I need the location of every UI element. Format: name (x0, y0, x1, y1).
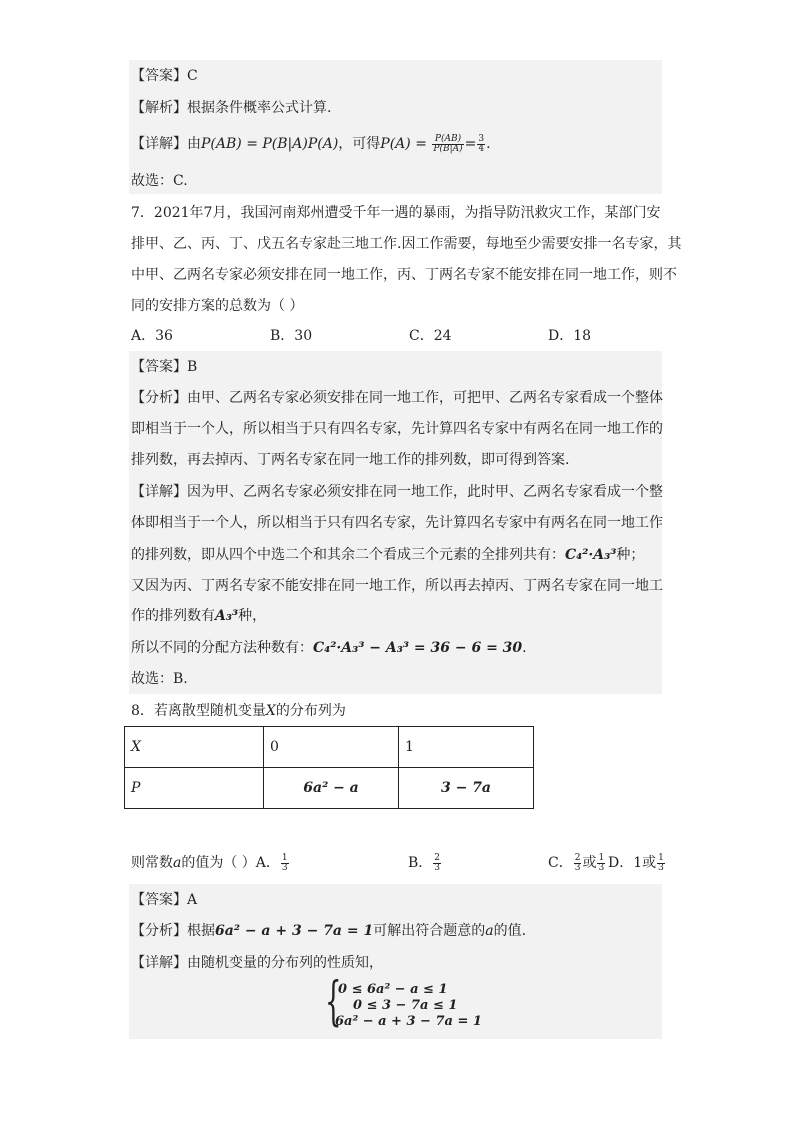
frac-den: 3 (434, 862, 441, 873)
option-label: C． (548, 855, 573, 871)
q7-stem-line-3: 中甲、乙两名专家必须安排在同一地工作，丙、丁两名专家不能安排在同一地工作，则不 (131, 267, 677, 283)
q8-stem-var: X (265, 703, 276, 719)
table-cell: P (125, 768, 264, 809)
table-cell: 0 (264, 727, 399, 768)
q8-option-d-fraction (657, 854, 665, 873)
q8-analysis-prefix: 根据 (187, 923, 215, 939)
q7-option-d: D．18 (548, 328, 592, 344)
q7-detail-line-3-end: 种； (616, 547, 645, 563)
q6-frac-end: . (486, 136, 491, 152)
q8-analysis-var: a (485, 923, 494, 939)
q7-analysis-line-1: 【分析】由甲、乙两名专家必须安排在同一地工作，可把甲、乙两名专家看成一个整体 (131, 390, 663, 406)
equation-row: 0 ≤ 3 − 7a ≤ 1 (353, 998, 458, 1013)
q6-detail-label: 【详解】 (131, 136, 187, 152)
q8-ask (131, 853, 290, 873)
q7-option-c: C．24 (409, 328, 452, 344)
q8-option-a-fraction (281, 854, 289, 873)
q6-fraction-2 (477, 135, 485, 154)
table-row (125, 768, 534, 809)
q6-detail-formula: P(AB) = P(B|A)P(A) (201, 136, 339, 152)
q7-stem-line-4: 同的安排方案的总数为（ ） (131, 298, 304, 314)
q8-analysis-label: 【分析】 (131, 923, 187, 939)
q8-option-c (548, 853, 606, 873)
q6-fraction-1 (432, 135, 463, 154)
q7-detail-line-6-text: 所以不同的分配方法种数有： (131, 640, 313, 656)
frac-num: 1 (658, 852, 664, 863)
q7-detail-line-5-end: 种， (238, 608, 267, 624)
q8-analysis-end: 的值. (493, 923, 527, 939)
q7-detail-line-3-formula: C₄²·A₃³ (565, 547, 617, 563)
frac-num: 2 (434, 852, 441, 863)
table-cell: 1 (399, 727, 534, 768)
left-brace-icon: { (325, 972, 342, 1032)
frac-num: 2 (574, 852, 581, 863)
q8-option-b-fraction (433, 854, 441, 873)
table-cell: X (125, 727, 264, 768)
q8-analysis (131, 921, 526, 941)
q6-detail (131, 134, 491, 154)
q8-stem (131, 701, 346, 721)
q8-analysis-formula: 6a² − a + 3 − 7a = 1 (215, 923, 374, 939)
table-row (125, 727, 534, 768)
q6-frac-num2: 3 (478, 133, 485, 144)
q8-analysis-mid: 可解出符合题意的 (373, 923, 486, 939)
q8-option-b (408, 853, 442, 873)
q7-choose: 故选：B. (131, 671, 188, 687)
q8-detail: 【详解】由随机变量的分布列的性质知， (131, 955, 383, 971)
equation-system (325, 972, 482, 1032)
q7-option-b: B．30 (270, 328, 313, 344)
table-cell: 3 − 7a (399, 768, 534, 809)
q6-detail-mid: ，可得 (338, 136, 381, 152)
q6-detail-prefix: 由 (187, 136, 201, 152)
q7-detail-line-5-text: 作的排列数有 (131, 608, 215, 624)
option-label: B． (408, 855, 433, 871)
q6-detail-pa: P(A) = (380, 136, 427, 152)
q6-frac-den: P(B|A) (433, 143, 463, 154)
q6-choose: 故选：C. (131, 173, 188, 189)
q7-option-a: A．36 (131, 328, 173, 344)
q6-frac-den2: 4 (478, 143, 485, 154)
q6-analysis-label: 【解析】 (131, 100, 187, 116)
distribution-table (124, 726, 534, 809)
q7-analysis-line-2: 即相当于一个人，所以相当于只有四名专家，先计算四名专家中有两名在同一地工作的 (131, 421, 663, 437)
frac-den: 3 (281, 862, 288, 873)
q8-ask-prefix: 则常数 (131, 855, 173, 871)
option-label: D．1或 (608, 855, 657, 871)
equation-row: 0 ≤ 6a² − a ≤ 1 (338, 982, 448, 997)
q6-analysis (131, 98, 331, 118)
option-or: 或 (582, 855, 597, 871)
q7-detail-line-1: 【详解】因为甲、乙两名专家必须安排在同一地工作，此时甲、乙两名专家看成一个整 (131, 484, 663, 500)
q8-stem-suffix: 的分布列为 (275, 703, 346, 719)
equation-row: 6a² − a + 3 − 7a = 1 (335, 1014, 482, 1029)
q7-detail-line-6-formula: C₄²·A₃³ − A₃³ = 36 − 6 = 30 (313, 640, 523, 656)
q6-answer: 【答案】C (131, 68, 198, 84)
frac-num: 1 (281, 852, 288, 863)
frac-den: 3 (598, 862, 605, 873)
q7-answer: 【答案】B (131, 359, 198, 375)
q8-ask-var: a (173, 855, 182, 871)
q7-detail-line-2: 体即相当于一个人，所以相当于只有四名专家，先计算四名专家中有两名在同一地工作 (131, 515, 663, 531)
q8-option-d (608, 853, 666, 873)
q6-analysis-text: 根据条件概率公式计算. (187, 100, 332, 116)
q7-detail-line-4: 又因为丙、丁两名专家不能安排在同一地工作，所以再去掉丙、丁两名专家在同一地工 (131, 578, 663, 594)
q7-detail-line-5-formula: A₃³ (215, 608, 239, 624)
frac-den: 3 (574, 862, 581, 873)
q8-option-c-fraction-1 (574, 854, 582, 873)
frac-num: 1 (598, 852, 605, 863)
q7-analysis-line-3: 排列数，再去掉丙、丁两名专家在同一地工作的排列数，即可得到答案. (131, 452, 570, 468)
answer-block-q6 (129, 60, 662, 194)
frac-den: 3 (658, 862, 664, 873)
q6-frac-eq: = (464, 136, 477, 152)
q7-detail-line-6 (131, 638, 527, 658)
q7-detail-line-3 (131, 545, 644, 565)
q7-stem-line-1: 7．2021年7月，我国河南郑州遭受千年一遇的暴雨，为指导防汛救灾工作，某部门安 (131, 205, 661, 221)
q8-option-c-fraction-2 (597, 854, 605, 873)
q7-detail-line-5 (131, 606, 266, 626)
q6-frac-num: P(AB) (432, 135, 463, 145)
q7-detail-line-6-end: . (522, 640, 527, 656)
q8-ask-suffix: 的值为（ ）A． (181, 855, 280, 871)
table-cell: 6a² − a (264, 768, 399, 809)
q7-detail-line-3-text: 的排列数，即从四个中选二个和其余二个看成三个元素的全排列共有： (131, 547, 565, 563)
q8-stem-prefix: 8．若离散型随机变量 (131, 703, 266, 719)
q8-answer: 【答案】A (131, 892, 198, 908)
q7-stem-line-2: 排甲、乙、丙、丁、戊五名专家赴三地工作.因工作需要，每地至少需要安排一名专家，其 (131, 236, 682, 252)
